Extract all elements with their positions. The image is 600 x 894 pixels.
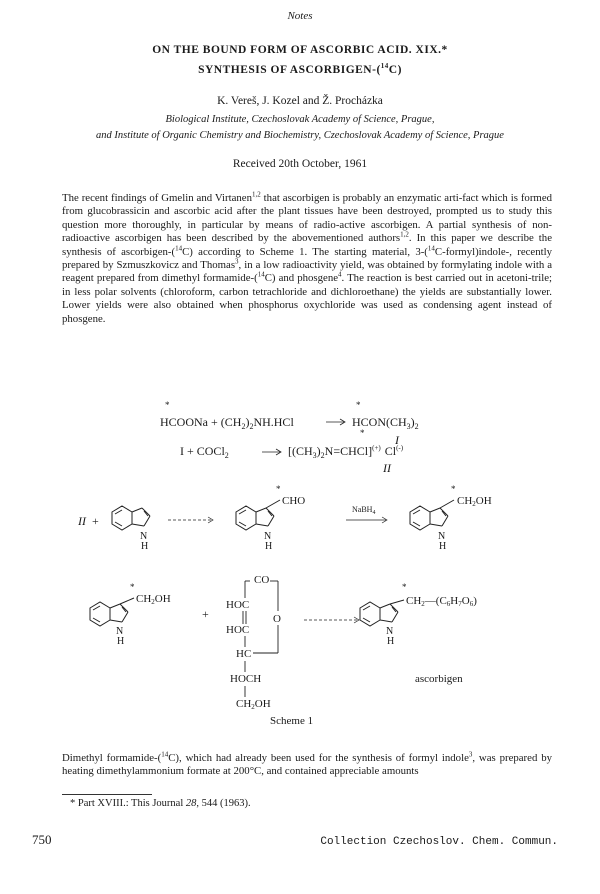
reagent-nabh4: NaBH$_4$ <box>352 505 376 516</box>
indole-structure <box>112 506 150 530</box>
reagent-II: II <box>78 514 86 528</box>
ch2oh-group: CH2OH <box>457 495 492 508</box>
eq2-rhs: $[(CH_3)_2N=CHCl]^{(+)}$ Cl(-) <box>288 444 404 460</box>
eq1-label: I <box>395 433 399 447</box>
eq2-lhs: I + COCl$_2$ <box>180 444 229 460</box>
ascorbigen-structure <box>360 600 404 626</box>
svg-text:*: * <box>360 428 365 438</box>
received-date: Received 20th October, 1961 <box>232 158 368 170</box>
svg-text:H: H <box>117 636 125 647</box>
eq1-lhs: HCOONa + $(CH_2)_2NH.HCl$ <box>160 415 294 431</box>
svg-text:N: N <box>438 531 446 542</box>
paragraph-1: The recent findings of Gmelin and Virtanen$^{1,2}$ that ascorbigen is probably an enzymatic arti-fact which is formed from glucobrassicin and ascorbic acid after the plant tissues have been destroyed, prompted us to study this question more thoroughly, in particular by means of radio-active ascorbigen. A partial synthesis of non-radioactive ascorbigen has been described by the abovementioned authors$^{1,2}$. In this paper we describe the synthesis of ascorbigen-($^{14}$C) according to Scheme 1. The starting material, 3-($^{14}$C-formyl)indole-, recently prepared by Szmuszkovicz and Thomas$^3$, in a low radioactivity yield, was obtained by formylating indole with a reagent prepared from dimethyl formamide-($^{14}$C) and phosgene$^4$. The reaction is best carried out in acetoni-trile; in less polar solvents (chloroform, carbon tetrachloride and dichloroethane) the yields are substantially lower. Lower yields were also obtained when phosphorus oxychloride was used as condensing agent instead of phosgene. <box>62 190 553 325</box>
reaction-scheme <box>40 400 570 740</box>
affiliation-2: and Institute of Organic Chemistry and Biochemistry, Czechoslovak Academy of Science, Prague <box>96 130 504 141</box>
svg-text:HOC: HOC <box>226 599 250 611</box>
isotope-star: * <box>165 400 170 410</box>
svg-text:HOC: HOC <box>226 624 250 636</box>
footnote: * Part XVIII.: This Journal 28, 544 (1963). <box>70 798 251 809</box>
svg-text:*: * <box>402 582 407 592</box>
journal-name: Collection Czechoslov. Chem. Commun. <box>320 836 558 848</box>
svg-text:HC: HC <box>236 648 252 660</box>
svg-text:H: H <box>387 636 395 647</box>
running-header: Notes <box>287 10 313 22</box>
product-side-chain: CH2—(C6H7O6) <box>406 595 477 608</box>
svg-text:N: N <box>264 531 272 542</box>
svg-text:CO: CO <box>254 574 270 586</box>
svg-text:N: N <box>116 626 124 637</box>
svg-text:CH2OH: CH2OH <box>236 698 271 711</box>
svg-text:*: * <box>356 400 361 410</box>
svg-text:N: N <box>386 626 394 637</box>
affiliation-1: Biological Institute, Czechoslovak Academy of Science, Prague, <box>165 114 435 125</box>
svg-text:*: * <box>276 484 281 494</box>
svg-text:+: + <box>202 607 209 621</box>
svg-text:HOCH: HOCH <box>230 673 262 685</box>
hydroxymethylindole-reactant <box>90 598 134 626</box>
scheme-caption: Scheme 1 <box>270 715 314 727</box>
svg-text:CH2OH: CH2OH <box>136 593 171 606</box>
formylindole-structure <box>236 500 280 530</box>
eq2-label: II <box>383 461 391 475</box>
cho-group: CHO <box>282 495 306 507</box>
svg-text:+: + <box>92 514 99 528</box>
article-title-line1: ON THE BOUND FORM OF ASCORBIC ACID. XIX.* <box>152 44 448 56</box>
ascorbigen-label: ascorbigen <box>415 673 463 685</box>
svg-text:H: H <box>141 541 149 552</box>
page-number: 750 <box>32 832 52 847</box>
eq1-rhs: $HCON(CH_3)_2$ <box>352 415 419 431</box>
hydroxymethylindole-structure <box>410 500 454 530</box>
svg-text:H: H <box>265 541 273 552</box>
authors: K. Vereš, J. Kozel and Ž. Procházka <box>217 95 383 107</box>
article-title-line2: SYNTHESIS OF ASCORBIGEN-($^{14}$C) <box>198 62 402 76</box>
svg-text:*: * <box>451 484 456 494</box>
svg-text:H: H <box>439 541 447 552</box>
svg-text:N: N <box>140 531 148 542</box>
footnote-divider <box>62 794 152 795</box>
svg-text:*: * <box>130 582 135 592</box>
svg-text:O: O <box>273 613 281 625</box>
paragraph-2: Dimethyl formamide-($^{14}$C), which had already been used for the synthesis of formyl indole$^3$, was prepared by heating dimethylammonium formate at 200°C, and contained appreciable amounts <box>62 750 552 778</box>
ascorbic-acid-structure <box>226 574 281 711</box>
